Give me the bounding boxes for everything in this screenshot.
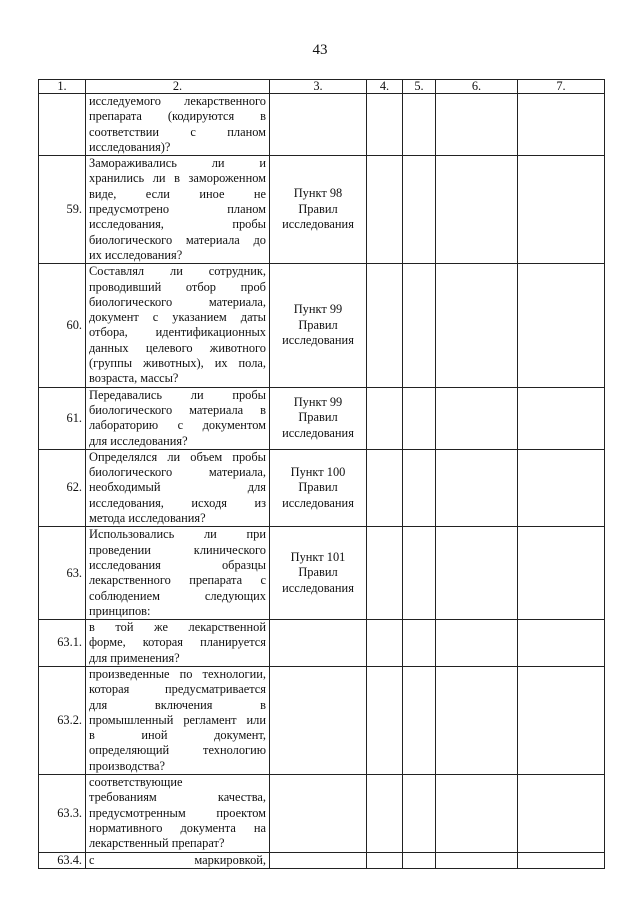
answer-cell[interactable] [367,387,403,449]
answer-cell[interactable] [436,156,518,264]
question-line: требованиям качества, [89,790,266,805]
question-line: соблюдением следующих [89,588,266,603]
question-line: их исследования? [89,247,183,262]
column-header: 5. [403,80,436,94]
column-header: 6. [436,80,518,94]
answer-cell[interactable] [518,264,605,387]
question-line: отбора, идентификационных [89,325,266,340]
answer-cell[interactable] [403,449,436,526]
question-cell [86,852,270,868]
answer-cell[interactable] [518,620,605,667]
legal-reference-line: Пункт 99 [293,302,343,317]
question-line: принципов: [89,603,151,618]
answer-cell[interactable] [403,94,436,156]
question-line: производства? [89,758,166,773]
answer-cell[interactable] [518,449,605,526]
legal-reference-line: исследования [282,495,354,510]
answer-cell[interactable] [436,852,518,868]
legal-reference-line: Правил [298,480,338,495]
answer-cell[interactable] [367,666,403,774]
legal-reference-cell [270,527,367,620]
question-line: метода исследования? [89,511,206,526]
table-row [39,449,605,526]
question-line: для применения? [89,650,180,665]
table-row [39,620,605,667]
legal-reference-line: Правил [298,565,338,580]
legal-reference-line: исследования [282,333,354,348]
question-line: данных целевого животного [89,340,266,355]
answer-cell[interactable] [518,527,605,620]
question-line: хранились ли в замороженном [89,171,266,186]
answer-cell[interactable] [403,387,436,449]
answer-cell[interactable] [367,94,403,156]
answer-cell[interactable] [436,387,518,449]
answer-cell[interactable] [367,620,403,667]
item-number [39,94,86,156]
question-cell [86,527,270,620]
question-cell [86,775,270,852]
question-line: лекарственного препарата с [89,573,266,588]
item-number: 63.4. [39,852,86,868]
table-row [39,775,605,852]
item-number: 59. [39,156,86,264]
legal-reference-line: исследования [282,217,354,232]
column-header: 7. [518,80,605,94]
item-number: 62. [39,449,86,526]
question-line: возраста, массы? [89,371,179,386]
answer-cell[interactable] [403,264,436,387]
question-cell [86,449,270,526]
inspection-checklist-table [38,79,605,869]
answer-cell[interactable] [518,852,605,868]
question-line: Замораживались ли и [89,156,266,171]
answer-cell[interactable] [403,775,436,852]
question-line: биологического материала до [89,232,266,247]
legal-reference-line: Пункт 101 [290,549,346,564]
item-number: 60. [39,264,86,387]
legal-reference-cell [270,666,367,774]
question-line: соответствии с планом [89,124,266,139]
answer-cell[interactable] [518,666,605,774]
question-line: проводивший отбор проб [89,279,266,294]
item-number: 61. [39,387,86,449]
question-line: документ с указанием даты [89,310,266,325]
question-line: лекарственный препарат? [89,836,225,851]
table-row [39,852,605,868]
question-line: лабораторию с документом [89,418,266,433]
question-line: проведении клинического [89,542,266,557]
question-line: Использовались ли при [89,527,266,542]
item-number: 63.1. [39,620,86,667]
question-line: соответствующие [89,775,183,790]
answer-cell[interactable] [403,620,436,667]
question-line: биологического материала, [89,294,266,309]
question-line: препарата (кодируются в [89,109,266,124]
table-row [39,387,605,449]
legal-reference-line: Правил [298,317,338,332]
answer-cell[interactable] [403,666,436,774]
legal-reference-cell [270,852,367,868]
answer-cell[interactable] [403,852,436,868]
legal-reference-line: Пункт 98 [293,186,343,201]
question-line: исследования образцы [89,557,266,572]
legal-reference-cell [270,449,367,526]
question-line: определяющий технологию [89,743,266,758]
question-line: исследования, пробы [89,217,266,232]
table-row [39,156,605,264]
legal-reference-cell [270,387,367,449]
question-cell [86,387,270,449]
answer-cell[interactable] [403,156,436,264]
question-line: биологического материала в [89,402,266,417]
question-line: форме, которая планируется [89,635,266,650]
legal-reference-line: исследования [282,580,354,595]
question-line: в той же лекарственной [89,620,266,635]
answer-cell[interactable] [367,852,403,868]
page-number: 43 [312,42,328,58]
answer-cell[interactable] [367,156,403,264]
answer-cell[interactable] [436,264,518,387]
question-line: которая предусматривается [89,682,266,697]
answer-cell[interactable] [518,156,605,264]
question-line: виде, если иное не [89,186,266,201]
table-row [39,94,605,156]
question-line: (группы животных), их пола, [89,356,266,371]
answer-cell[interactable] [367,775,403,852]
legal-reference-cell [270,156,367,264]
question-line: нормативного документа на [89,820,266,835]
question-cell [86,666,270,774]
question-line: исследуемого лекарственного [89,94,266,108]
question-line: промышленный регламент или [89,712,266,727]
item-number: 63. [39,527,86,620]
question-line: Передавались ли пробы [89,387,266,402]
legal-reference-cell [270,775,367,852]
answer-cell[interactable] [367,264,403,387]
item-number: 63.3. [39,775,86,852]
question-cell [86,94,270,156]
question-line: исследования, исходя из [89,495,266,510]
question-line: биологического материала, [89,465,266,480]
table-row [39,527,605,620]
item-number: 63.2. [39,666,86,774]
header-row [39,80,605,94]
question-line: с маркировкой, [89,852,266,867]
answer-cell[interactable] [436,620,518,667]
column-header: 2. [86,80,270,94]
answer-cell[interactable] [436,775,518,852]
legal-reference-line: исследования [282,425,354,440]
answer-cell[interactable] [436,94,518,156]
column-header: 3. [270,80,367,94]
answer-cell[interactable] [518,94,605,156]
question-line: Определялся ли объем пробы [89,449,266,464]
question-cell [86,264,270,387]
question-line: исследования)? [89,139,171,154]
question-cell [86,620,270,667]
answer-cell[interactable] [436,449,518,526]
column-header: 1. [39,80,86,94]
question-cell [86,156,270,264]
answer-cell[interactable] [518,387,605,449]
legal-reference-line: Правил [298,410,338,425]
question-line: предусмотрено планом [89,202,266,217]
legal-reference-cell [270,94,367,156]
answer-cell[interactable] [367,527,403,620]
question-line: предусмотренным проектом [89,805,266,820]
legal-reference-line: Пункт 100 [290,464,346,479]
question-line: необходимый для [89,480,266,495]
legal-reference-cell [270,264,367,387]
legal-reference-line: Пункт 99 [293,394,343,409]
column-header: 4. [367,80,403,94]
answer-cell[interactable] [436,666,518,774]
question-line: для включения в [89,697,266,712]
question-line: произведенные по технологии, [89,666,266,681]
question-line: для исследования? [89,433,188,448]
legal-reference-cell [270,620,367,667]
answer-cell[interactable] [367,449,403,526]
answer-cell[interactable] [518,775,605,852]
legal-reference-line: Правил [298,201,338,216]
question-line: Составлял ли сотрудник, [89,264,266,279]
answer-cell[interactable] [403,527,436,620]
question-line: в иной документ, [89,728,266,743]
table-row [39,264,605,387]
table-row [39,666,605,774]
answer-cell[interactable] [436,527,518,620]
